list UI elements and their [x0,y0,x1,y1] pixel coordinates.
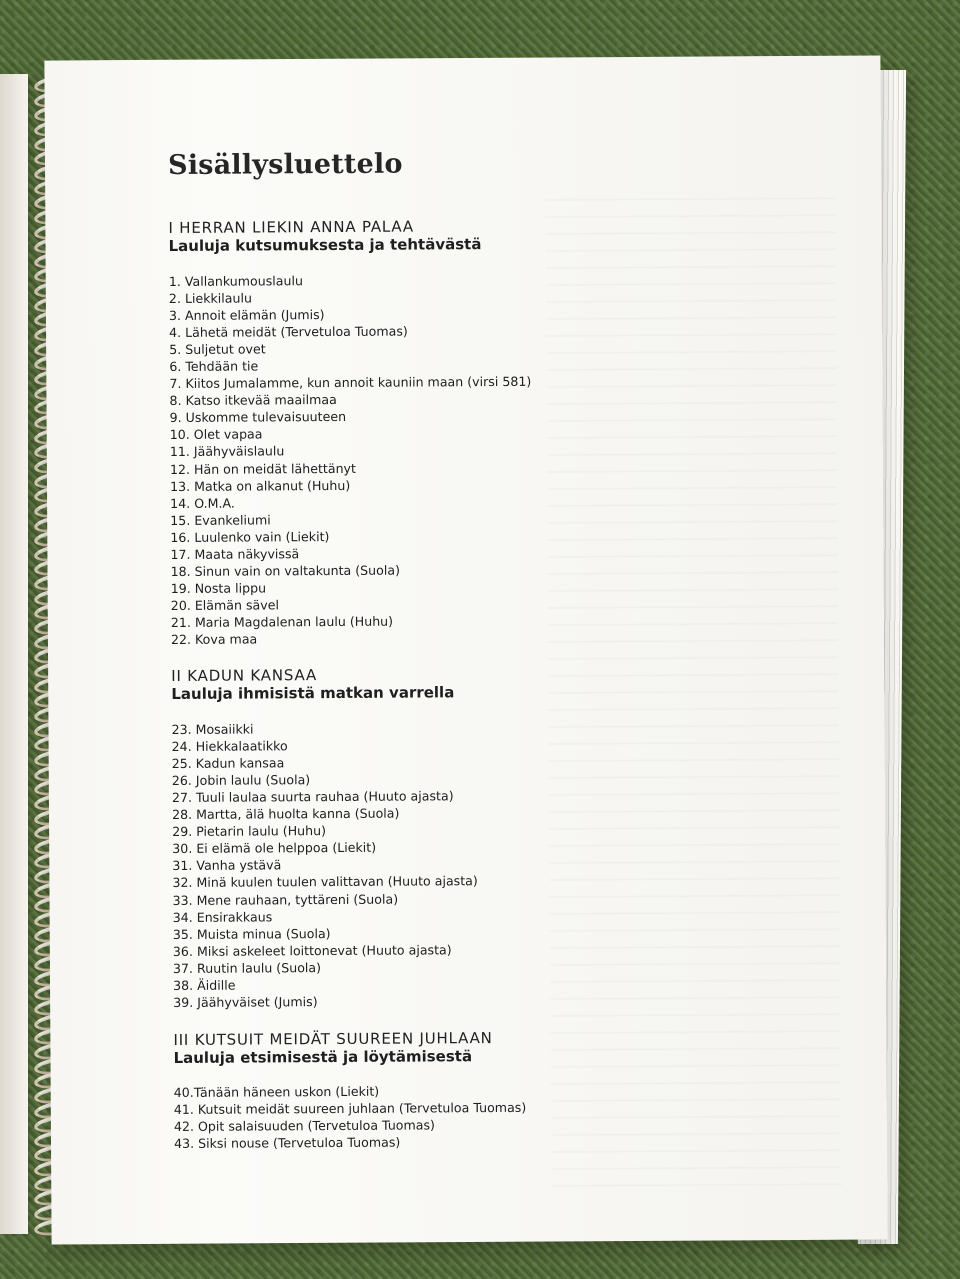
section-3 [173,1027,794,1152]
list-item: 9. Uskomme tulevaisuuteen [169,409,347,426]
section-1 [168,215,791,648]
list-item: 4. Lähetä meidät (Tervetuloa Tuomas) [169,323,408,341]
list-item: 16. Luulenko vain (Liekit) [170,528,330,545]
section-subheading: Lauluja kutsumuksesta ja tehtävästä [168,235,482,255]
section-subheading: Lauluja ihmisistä matkan varrella [171,683,455,704]
list-item: 26. Jobin laulu (Suola) [171,772,311,789]
list-item: 29. Pietarin laulu (Huhu) [172,823,327,840]
list-item: 12. Hän on meidät lähettänyt [169,460,356,477]
list-item: 34. Ensirakkaus [172,908,273,925]
song-list [171,717,793,1011]
table-of-contents [168,146,794,1152]
section-heading: I HERRAN LIEKIN ANNA PALAA [168,217,414,237]
list-item: 3. Annoit elämän (Jumis) [168,307,325,324]
list-item: 5. Suljetut ovet [169,341,266,358]
list-item: 11. Jäähyväislaulu [169,443,285,460]
list-item: 27. Tuuli laulaa suurta rauhaa (Huuto ajasta) [171,788,454,806]
list-item: 7. Kiitos Jumalamme, kun annoit kauniin maan (virsi 581) [169,374,532,392]
list-item: 41. Kutsuit meidät suureen juhlaan (Tervetuloa Tuomas) [173,1099,527,1117]
list-item: 23. Mosaiikki [171,721,254,738]
list-item: 2. Liekkilaulu [168,290,252,307]
list-item: 15. Evankeliumi [170,512,271,528]
list-item: 6. Tehdään tie [169,358,259,375]
list-item: 31. Vanha ystävä [172,857,282,874]
list-item: 1. Vallankumouslaulu [168,273,304,289]
list-item: 38. Äidille [173,977,236,993]
list-item: 20. Elämän sävel [170,597,279,613]
list-item: 14. O.M.A. [170,495,235,511]
list-item: 13. Matka on alkanut (Huhu) [170,477,351,494]
list-item: 8. Katso itkevää maailmaa [169,392,337,409]
list-item: 28. Martta, älä huolta kanna (Suola) [172,805,400,823]
section-heading: III KUTSUIT MEIDÄT SUUREEN JUHLAAN [173,1028,493,1049]
list-item: 18. Sinun vain on valtakunta (Suola) [170,562,401,579]
list-item: 22. Kova maa [170,631,258,647]
list-item: 19. Nosta lippu [170,580,267,596]
list-item: 42. Opit salaisuuden (Tervetuloa Tuomas) [173,1117,436,1134]
list-item: 10. Olet vapaa [169,426,263,443]
list-item: 40.Tänään häneen uskon (Liekit) [173,1083,380,1100]
section-2 [171,663,793,1011]
list-item: 21. Maria Magdalenan laulu (Huhu) [170,613,394,630]
list-item: 24. Hiekkalaatikko [171,738,288,755]
song-list [169,269,791,648]
list-item: 25. Kadun kansaa [171,755,285,772]
song-list [174,1080,794,1152]
list-item: 33. Mene rauhaan, tyttäreni (Suola) [172,891,399,908]
section-heading: II KADUN KANSAA [171,666,318,686]
list-item: 36. Miksi askeleet loittonevat (Huuto ajasta) [172,941,452,959]
list-item: 17. Maata näkyvissä [170,545,300,562]
section-subheading: Lauluja etsimisestä ja löytämisestä [173,1046,473,1067]
list-item: 37. Ruutin laulu (Suola) [172,959,322,976]
left-page-edge [0,74,28,1234]
list-item: 35. Muista minua (Suola) [172,925,331,942]
page-title: Sisällysluettelo [168,148,403,181]
list-item: 39. Jäähyväiset (Jumis) [173,993,318,1010]
list-item: 32. Minä kuulen tuulen valittavan (Huuto ajasta) [172,873,478,891]
list-item: 30. Ei elämä ole helppoa (Liekit) [172,840,377,857]
list-item: 43. Siksi nouse (Tervetuloa Tuomas) [174,1134,401,1151]
